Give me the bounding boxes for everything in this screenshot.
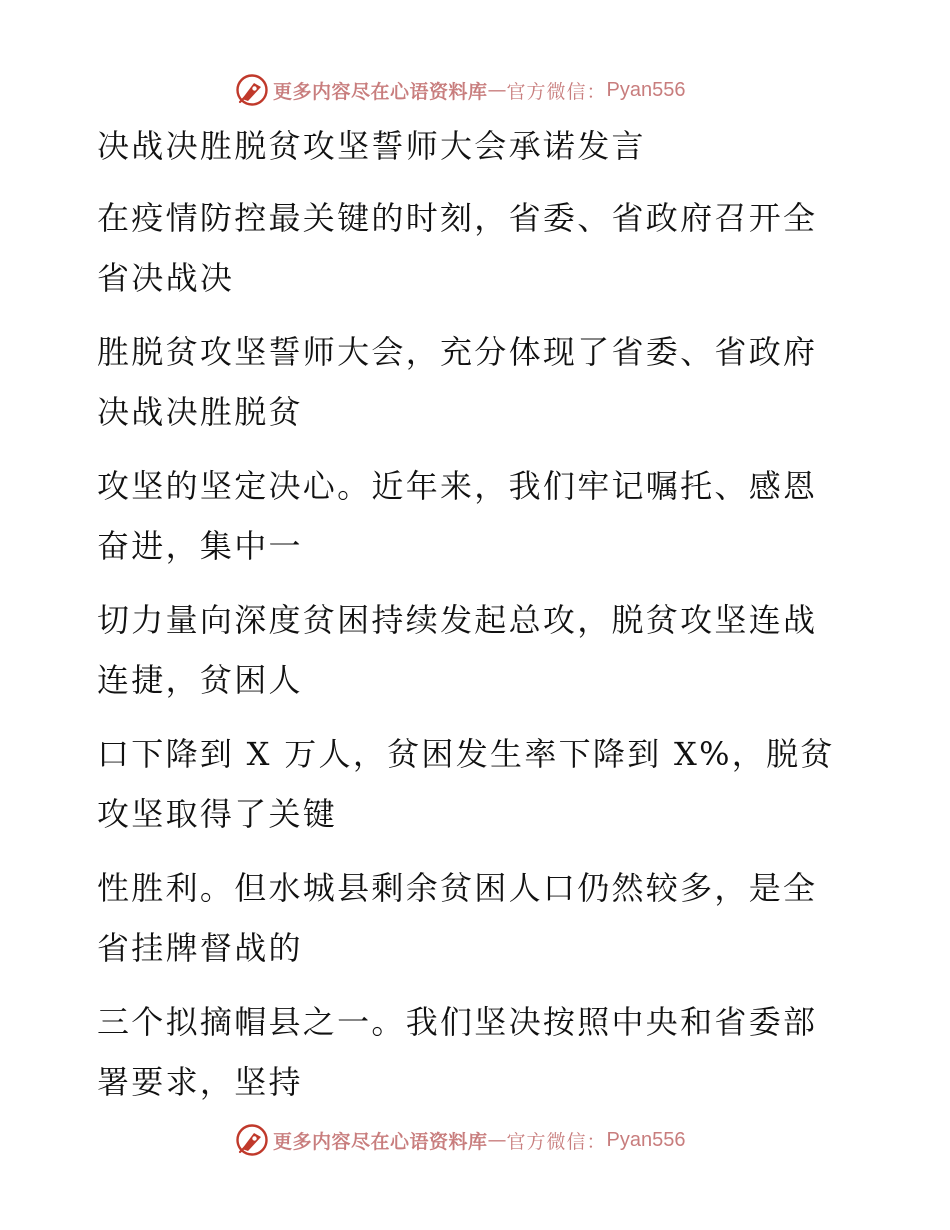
- document-line: 省决战决: [97, 259, 235, 297]
- document-line: 切力量向深度贫困持续发起总攻，脱贫攻坚连战: [97, 601, 818, 639]
- pen-nib-logo-icon: [235, 73, 269, 107]
- document-line: 胜脱贫攻坚誓师大会，充分体现了省委、省政府: [97, 333, 818, 371]
- document-line: 性胜利。但水城县剩余贫困人口仍然较多，是全: [97, 869, 818, 907]
- header-watermark-banner: [235, 72, 755, 108]
- pen-nib-logo-icon: [235, 1123, 269, 1157]
- footer-watermark-banner: [235, 1122, 755, 1158]
- document-line: 口下降到 X 万人，贫困发生率下降到 X%，脱贫: [97, 735, 835, 773]
- banner-main-text: 更多内容尽在心语资料库: [273, 1130, 488, 1153]
- banner-dash: —: [487, 1129, 507, 1151]
- document-line: 省挂牌督战的: [97, 929, 303, 967]
- document-line: 奋进，集中一: [97, 527, 303, 565]
- document-line: 连捷，贫困人: [97, 661, 303, 699]
- banner-main-text: 更多内容尽在心语资料库: [273, 80, 488, 103]
- document-line: 署要求，坚持: [97, 1063, 303, 1101]
- banner-dash: —: [487, 79, 507, 101]
- document-line: 在疫情防控最关键的时刻，省委、省政府召开全: [97, 199, 818, 237]
- document-line: 三个拟摘帽县之一。我们坚决按照中央和省委部: [97, 1003, 818, 1041]
- document-line: 决战决胜脱贫: [97, 393, 303, 431]
- banner-wechat-id: Pyan556: [606, 78, 686, 101]
- banner-wechat-label: 官方微信：: [506, 80, 607, 103]
- document-line: 决战决胜脱贫攻坚誓师大会承诺发言: [97, 127, 646, 165]
- document-line: 攻坚取得了关键: [97, 795, 338, 833]
- document-line: 攻坚的坚定决心。近年来，我们牢记嘱托、感恩: [97, 467, 818, 505]
- banner-wechat-id: Pyan556: [606, 1128, 686, 1151]
- banner-wechat-label: 官方微信：: [506, 1130, 607, 1153]
